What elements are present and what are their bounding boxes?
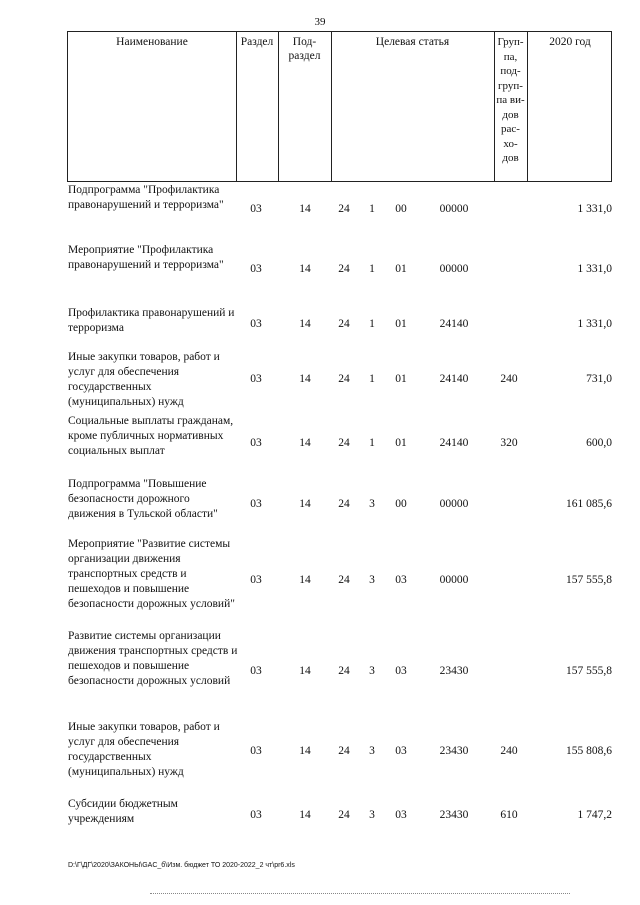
cell-target-event: 03	[395, 574, 407, 586]
header-expense-group: Груп- па, под- груп- па ви- дов рас- хо- дов	[496, 36, 525, 164]
cell-target-event: 01	[395, 318, 407, 330]
cell-section: 03	[250, 203, 262, 215]
table-row	[0, 350, 640, 412]
cell-expense-group: 240	[500, 745, 518, 757]
cell-subsection: 14	[299, 263, 311, 275]
cell-amount-2020: 1 331,0	[577, 203, 612, 215]
cell-name: Иные закупки товаров, работ и услуг для обеспечения государственных (муниципальных) нужд	[68, 351, 220, 408]
cell-target-direction: 24140	[439, 318, 469, 330]
cell-target-event: 01	[395, 437, 407, 449]
table-row	[0, 414, 640, 476]
table-row	[0, 629, 640, 717]
table-header	[67, 31, 612, 182]
cell-target-subprogram: 1	[369, 263, 375, 275]
cell-subsection: 14	[299, 809, 311, 821]
cell-name: Мероприятие "Профилактика правонарушений и терроризма"	[68, 244, 224, 271]
header-section: Раздел	[240, 36, 274, 48]
cell-subsection: 14	[299, 745, 311, 757]
cell-target-subprogram: 1	[369, 203, 375, 215]
cell-name: Подпрограмма "Повышение безопасности дорожного движения в Тульской области"	[68, 478, 218, 520]
cell-target-subprogram: 3	[369, 665, 375, 677]
cell-target-direction: 00000	[439, 498, 469, 510]
cell-target-program: 24	[338, 373, 350, 385]
cell-expense-group: 610	[500, 809, 518, 821]
cell-target-program: 24	[338, 263, 350, 275]
table-row	[0, 720, 640, 786]
cell-subsection: 14	[299, 574, 311, 586]
cell-section: 03	[250, 318, 262, 330]
header-target-article: Целевая статья	[375, 36, 450, 48]
cell-subsection: 14	[299, 437, 311, 449]
column-divider	[331, 32, 332, 181]
cell-target-subprogram: 1	[369, 318, 375, 330]
cell-target-program: 24	[338, 809, 350, 821]
cell-section: 03	[250, 437, 262, 449]
cell-target-subprogram: 3	[369, 574, 375, 586]
cell-target-subprogram: 1	[369, 437, 375, 449]
cell-name: Субсидии бюджетным учреждениям	[68, 798, 178, 825]
cell-amount-2020: 157 555,8	[566, 665, 612, 677]
cell-subsection: 14	[299, 373, 311, 385]
cell-target-direction: 00000	[439, 203, 469, 215]
cell-amount-2020: 155 808,6	[566, 745, 612, 757]
file-path-footer: D:\Г\ДГ\2020\ЗАКОНЫ\GAC_б\Изм. бюджет ТО 2020-2022_2 чт\pr6.xls	[68, 862, 295, 869]
cell-target-program: 24	[338, 437, 350, 449]
cell-target-program: 24	[338, 665, 350, 677]
cell-target-event: 03	[395, 665, 407, 677]
cell-name: Мероприятие "Развитие системы организации движения транспортных средств и пешеходов и повышение безопасности дорожных условий"	[68, 538, 235, 610]
cell-name: Подпрограмма "Профилактика правонарушений и терроризма"	[68, 184, 224, 211]
cell-target-direction: 24140	[439, 437, 469, 449]
cell-section: 03	[250, 574, 262, 586]
cell-target-direction: 24140	[439, 373, 469, 385]
cell-name: Социальные выплаты гражданам, кроме публичных нормативных социальных выплат	[68, 415, 234, 457]
cell-amount-2020: 161 085,6	[566, 498, 612, 510]
cell-target-event: 03	[395, 809, 407, 821]
cell-amount-2020: 1 747,2	[577, 809, 612, 821]
cell-target-subprogram: 1	[369, 373, 375, 385]
cell-subsection: 14	[299, 498, 311, 510]
table-row	[0, 306, 640, 346]
cell-target-subprogram: 3	[369, 809, 375, 821]
cell-target-direction: 00000	[439, 263, 469, 275]
cell-amount-2020: 731,0	[586, 373, 612, 385]
cell-section: 03	[250, 809, 262, 821]
cell-amount-2020: 1 331,0	[577, 263, 612, 275]
cell-target-program: 24	[338, 318, 350, 330]
cell-target-event: 03	[395, 745, 407, 757]
cell-target-direction: 23430	[439, 809, 469, 821]
cell-target-program: 24	[338, 203, 350, 215]
cell-expense-group: 320	[500, 437, 518, 449]
cell-target-program: 24	[338, 745, 350, 757]
header-name: Наименование	[116, 36, 188, 48]
cell-subsection: 14	[299, 665, 311, 677]
cell-expense-group: 240	[500, 373, 518, 385]
cell-name: Иные закупки товаров, работ и услуг для обеспечения государственных (муниципальных) нужд	[68, 721, 220, 778]
cell-section: 03	[250, 373, 262, 385]
cell-amount-2020: 157 555,8	[566, 574, 612, 586]
cell-target-direction: 23430	[439, 665, 469, 677]
cell-section: 03	[250, 745, 262, 757]
cell-target-direction: 00000	[439, 574, 469, 586]
header-year-2020: 2020 год	[549, 36, 591, 48]
cell-target-subprogram: 3	[369, 745, 375, 757]
table-row	[0, 537, 640, 627]
cell-name: Развитие системы организации движения транспортных средств и пешеходов и повышение безопасности дорожных условий	[68, 630, 238, 687]
cell-target-event: 00	[395, 203, 407, 215]
header-subsection: Под- раздел	[288, 36, 321, 62]
cell-amount-2020: 1 331,0	[577, 318, 612, 330]
table-row	[0, 243, 640, 298]
column-divider	[527, 32, 528, 181]
cell-target-event: 00	[395, 498, 407, 510]
table-row	[0, 477, 640, 535]
cell-amount-2020: 600,0	[586, 437, 612, 449]
scan-artifact-line	[150, 893, 570, 894]
cell-target-event: 01	[395, 263, 407, 275]
cell-target-program: 24	[338, 498, 350, 510]
cell-section: 03	[250, 263, 262, 275]
table-row	[0, 797, 640, 837]
cell-name: Профилактика правонарушений и терроризма	[68, 307, 235, 334]
cell-section: 03	[250, 498, 262, 510]
cell-subsection: 14	[299, 318, 311, 330]
cell-section: 03	[250, 665, 262, 677]
page-number: 39	[314, 16, 326, 28]
cell-target-program: 24	[338, 574, 350, 586]
cell-subsection: 14	[299, 203, 311, 215]
cell-target-event: 01	[395, 373, 407, 385]
column-divider	[236, 32, 237, 181]
cell-target-direction: 23430	[439, 745, 469, 757]
table-row	[0, 183, 640, 238]
cell-target-subprogram: 3	[369, 498, 375, 510]
